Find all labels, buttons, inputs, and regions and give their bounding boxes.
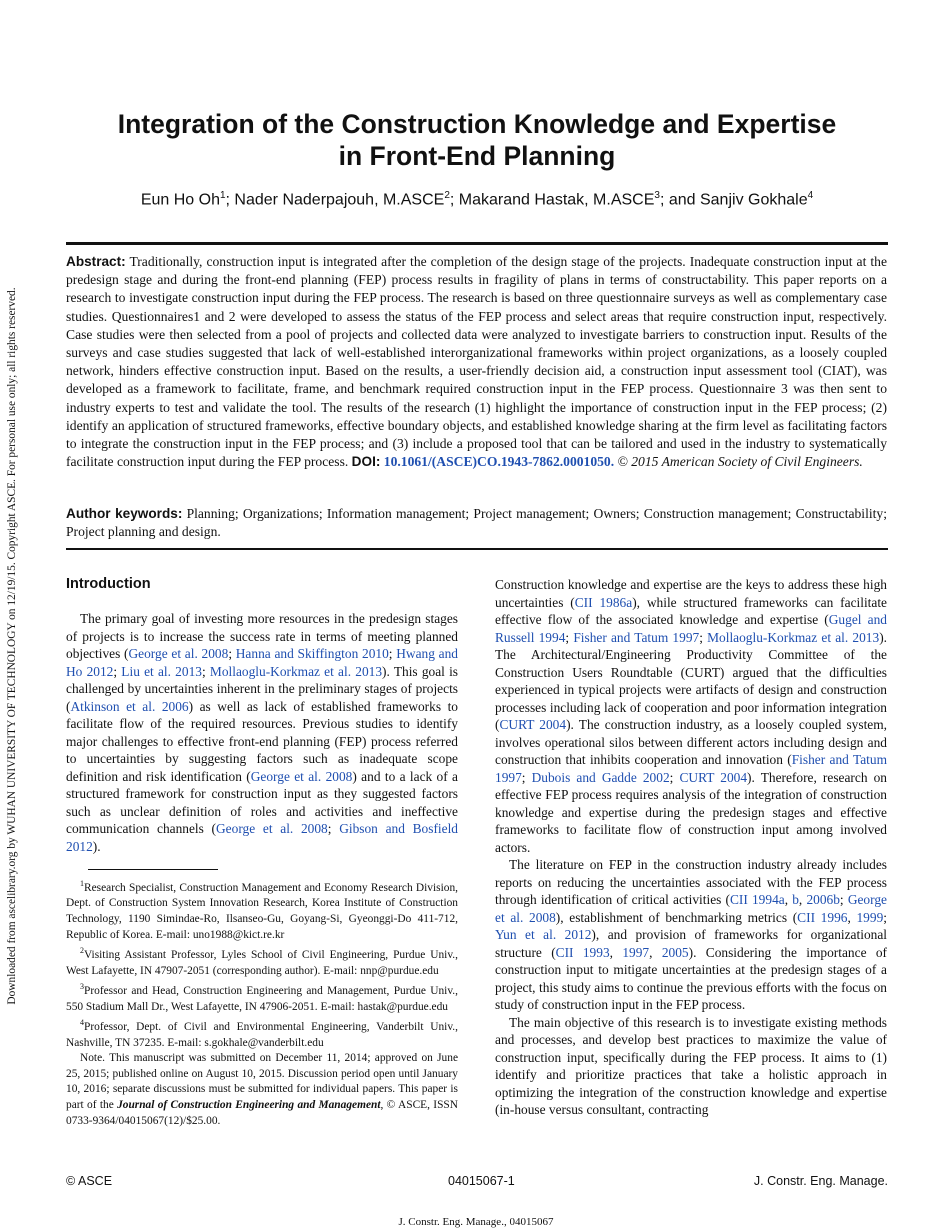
footnote-rule [88, 869, 218, 870]
citation-link[interactable]: Yun et al. 2012 [495, 927, 592, 942]
footnote-number: 3 [80, 982, 84, 992]
author-keywords [66, 505, 887, 541]
manuscript-note [66, 1051, 458, 1129]
affiliation-footnote [66, 876, 458, 943]
affiliation-footnote [66, 979, 458, 1015]
citation-link[interactable]: 1999 [856, 909, 884, 925]
citation-link[interactable]: CURT 2004 [679, 769, 748, 785]
citation-link[interactable]: Fisher and Tatum 1997 [573, 629, 700, 645]
citation-link[interactable]: b [792, 892, 799, 907]
citation-link[interactable]: CII 1993 [555, 944, 610, 960]
body-paragraph: The main objective of this research is to investigate existing methods and processes, and develop best practices to maximize the value of construction input, specifically during the FEP process. It aims to (1) identify and prioritize practices that take a holistic approach in optimizing the integration of the construction knowledge and expertise (in-house versus consultant, contracting [495, 1014, 887, 1117]
citation-link[interactable]: Fisher and Tatum 1997 [495, 752, 887, 785]
abstract [66, 253, 887, 471]
doi-link[interactable]: 10.1061/(ASCE)CO.1943-7862.0001050. [383, 454, 615, 470]
citation-link[interactable]: George et al. 2008 [216, 821, 328, 836]
title-line-2: in Front-End Planning [338, 141, 616, 171]
keywords-rule [66, 548, 888, 550]
citation-link[interactable]: CII 1986a [574, 594, 633, 610]
citation-link[interactable]: Gibson and Bosfield 2012 [66, 821, 458, 854]
copyright-line: © 2015 American Society of Civil Engineers. [617, 454, 863, 470]
abstract-label: Abstract: [66, 254, 126, 269]
citation-link[interactable]: George et al. 2008 [250, 768, 353, 784]
citation-link[interactable]: Hwang and Ho 2012 [66, 646, 458, 679]
footnote-number: 2 [80, 946, 84, 956]
footer-article-number: 04015067-1 [448, 1174, 515, 1188]
download-notice: Downloaded from ascelibrary.org by WUHAN UNIVERSITY OF TECHNOLOGY on 12/19/15. Copyright ASCE. For personal use only; all rights reserved. [6, 287, 18, 1005]
footnotes [66, 876, 458, 1051]
author-affiliation-mark: 3 [654, 190, 660, 201]
bottom-citation: J. Constr. Eng. Manage., 04015067 [398, 1216, 554, 1228]
section-heading-introduction: Introduction [66, 576, 151, 592]
keywords-text: Planning; Organizations; Information management; Project management; Owners; Construction management; Constructability; Project planning and design. [66, 506, 887, 540]
journal-name: Journal of Construction Engineering and Management [117, 1098, 381, 1111]
top-rule [66, 242, 888, 245]
citation-link[interactable]: 1997 [622, 944, 650, 960]
right-column [495, 576, 887, 1119]
footnote-number: 4 [80, 1018, 84, 1028]
title-line-1: Integration of the Construction Knowledge and Expertise [117, 109, 837, 139]
affiliation-footnote [66, 1015, 458, 1051]
footnote-text: Professor and Head, Construction Engineering and Management, Purdue Univ., 550 Stadium Mall Dr., West Lafayette, IN 47906-2051. E-mail: hastak@purdue.edu [66, 984, 458, 1013]
author-name: Nader Naderpajouh, M.ASCE [234, 191, 445, 209]
doi-label: DOI: [351, 454, 381, 470]
citation-link[interactable]: CII 1994a [729, 892, 785, 907]
citation-link[interactable]: Mollaoglu-Korkmaz et al. 2013 [209, 663, 383, 679]
author-name: Eun Ho Oh [140, 191, 220, 209]
footer-journal: J. Constr. Eng. Manage. [753, 1174, 888, 1188]
citation-link[interactable]: George et al. 2008 [128, 646, 229, 661]
citation-link[interactable]: Gugel and Russell 1994 [495, 612, 887, 645]
citation-link[interactable]: 2005 [661, 944, 689, 960]
author-name: Sanjiv Gokhale [699, 191, 808, 209]
footnote-text: Professor, Dept. of Civil and Environmental Engineering, Vanderbilt Univ., Nashville, TN 37235. E-mail: s.gokhale@vanderbilt.edu [66, 1020, 458, 1049]
affiliation-footnote [66, 943, 458, 979]
body-paragraph: Construction knowledge and expertise are the keys to address these high uncertainties (CII 1986a), while structured frameworks can facilitate effective flow of the associated knowledge and expertise (Gugel and Russell 1994; Fisher and Tatum 1997; Mollaoglu-Korkmaz et al. 2013). The Architectural/Engineering Productivity Committee of the Construction Users Roundtable (CURT) argued that the difficulties experienced in typical projects were artifacts of design and construction processes including lack of cooperation and poor information integration (CURT 2004). The construction industry, as a loosely coupled system, involves operational silos between different actors including design and construction that inhibits cooperation and innovation (Fisher and Tatum 1997; Dubois and Gadde 2002; CURT 2004). Therefore, research on effective FEP process requires analysis of the integration of construction knowledge and expertise during the predesign stages and effective frameworks to facilitate flow of construction input among involved actors. [495, 577, 888, 855]
abstract-text: Traditionally, construction input is integrated after the completion of the design stage of the projects. Inadequate construction input at the predesign stage and during the front-end planning (FEP) process results in fragility of plans in terms of constructability. This paper reports on a research to investigate construction input during the FEP process. The research is based on three questionnaire surveys as well as complementary case studies. Questionnaires1 and 2 were developed to assess the status of the FEP process and select areas that require construction input, respectively. Case studies were then selected from a pool of projects and collected data were analyzed to investigate barriers to construction input. Results of the surveys and case studies suggested that lack of well-established interorganizational frameworks within project organizations, as a loosely coupled network, hinders effective construction input. Based on the results, a user-friendly decision aid, a construction input assessment tool (CIAT), was developed as a framework to facilitate, frame, and benchmark required construction input in the FEP process. Questionnaire 3 was then sent to industry experts to test and validate the tool. The results of the research (1) highlight the importance of construction input in the FEP process; (2) identify an application of structured frameworks, effective boundary objects, and established knowledge sharing at the firm level as facilitating factors to integrate the construction input in the FEP process; and (3) include a proposed tool that can be tailored and used in the industry to systematically facilitate construction input during the FEP process. [66, 254, 887, 470]
citation-link[interactable]: Atkinson et al. 2006 [70, 698, 189, 714]
footnote-number: 1 [80, 879, 84, 888]
keywords-label: Author keywords: [66, 506, 183, 521]
citation-link[interactable]: CURT 2004 [499, 717, 567, 732]
citation-link[interactable]: CII 1996 [797, 909, 848, 925]
citation-link[interactable]: Dubois and Gadde 2002 [531, 769, 670, 785]
citation-link[interactable]: 2006b [806, 892, 840, 907]
footer-copyright: © ASCE [66, 1174, 113, 1188]
paper-title [66, 108, 888, 172]
author-name: Makarand Hastak, M.ASCE [458, 191, 655, 209]
citation-link[interactable]: Liu et al. 2013 [121, 663, 202, 679]
note-tail: , © ASCE, ISSN 0733-9364/04015067(12)/$25.00. [66, 1098, 458, 1127]
author-affiliation-mark: 4 [807, 190, 814, 201]
footnote-text: Research Specialist, Construction Management and Economy Research Division, Dept. of Construction System Innovation Research, Korea Institute of Construction Technology, 1190 Simindae-Ro, Ilsanseo-Gu, Goyang-Si, Gyeonggi-Do 411-712, Republic of Korea. E-mail: uno1988@kict.re.kr [66, 881, 458, 941]
citation-link[interactable]: Mollaoglu-Korkmaz et al. 2013 [707, 629, 880, 645]
body-paragraph: The literature on FEP in the construction industry already includes reports on reducing the uncertainties associated with the FEP process through identification of critical activities (CII 1994a, b, 2006b; George et al. 2008), establishment of benchmarking metrics (CII 1996, 1999; Yun et al. 2012), and provision of frameworks for organizational structure (CII 1993, 1997, 2005). Considering the importance of construction input to mitigate uncertainties at the predesign stages of a project, this study aims to continue the previous efforts with the focus on study of construction input in the FEP process. [495, 857, 888, 1012]
citation-link[interactable]: Hanna and Skiffington 2010 [235, 646, 389, 661]
author-affiliation-mark: 1 [219, 190, 226, 201]
intro-paragraph-1: The primary goal of investing more resources in the predesign stages of projects is to increase the success rate in terms of meeting planned objectives (George et al. 2008; Hanna and Skiffington 2010; Hwang and Ho 2012; Liu et al. 2013; Mollaoglu-Korkmaz et al. 2013). This goal is challenged by uncertainties inherent in the preliminary stages of projects (Atkinson et al. 2006) as well as lack of established frameworks to facilitate flow of the required resources. Previous studies to identify major challenges to effective front-end planning (FEP) process referred to uncertainties by suggesting factors such as inadequate scope definition and risk identification (George et al. 2008) and to a lack of a structured framework for construction input as they suggested factors such as unclear definition of roles and activities and ineffective communication channels (George et al. 2008; Gibson and Bosfield 2012). [66, 611, 459, 854]
author-affiliation-mark: 2 [444, 190, 450, 201]
note-text: Note. This manuscript was submitted on December 11, 2014; approved on June 25, 2015; published online on August 10, 2015. Discussion period open until January 10, 2016; separate discussions must be submitted for individual papers. This paper is part of the [66, 1052, 458, 1111]
author-list: Eun Ho Oh$^1$; Nader Naderpajouh, M.ASCE$^2$; Makarand Hastak, M.ASCE$^3$; and Sanjiv Gokhale$^4$ [140, 190, 814, 209]
citation-link[interactable]: George et al. 2008 [495, 892, 887, 925]
left-column [66, 576, 458, 1129]
footnote-text: Visiting Assistant Professor, Lyles School of Civil Engineering, Purdue Univ., West Lafayette, IN 47907-2051 (corresponding author). E-mail: nnp@purdue.edu [66, 948, 458, 977]
